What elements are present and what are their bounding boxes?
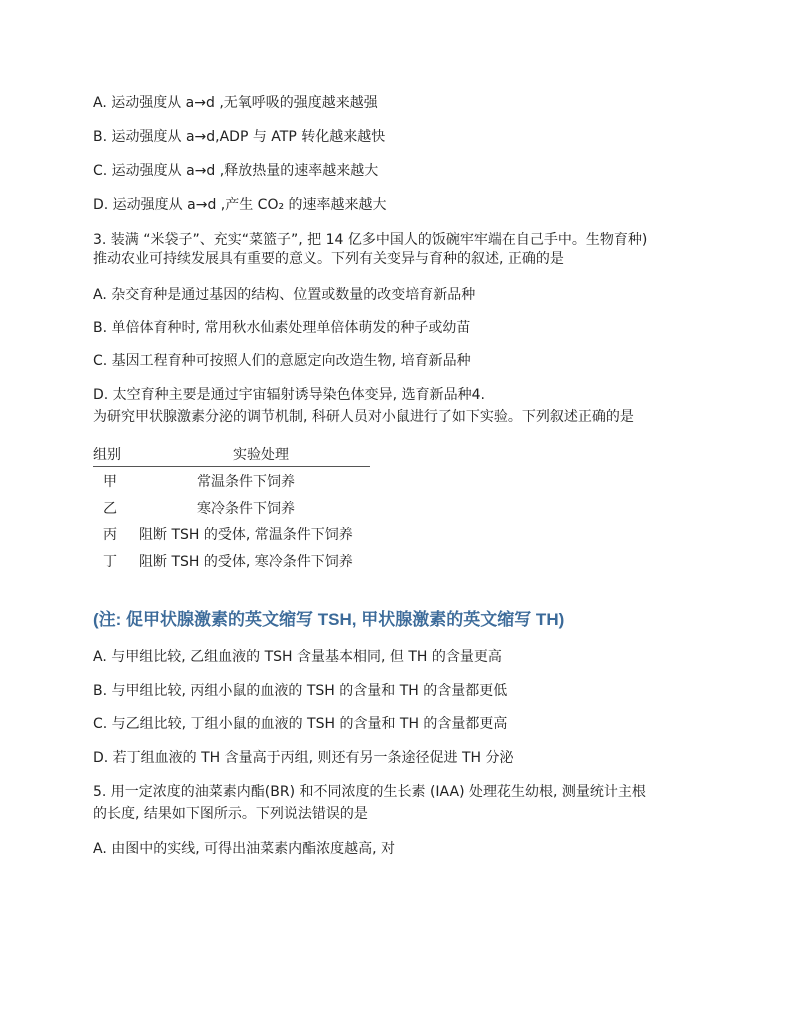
q4-option-a: A. 与甲组比较, 乙组血液的 TSH 含量基本相同, 但 TH 的含量更高 — [93, 649, 502, 665]
table-header-rule — [93, 466, 370, 467]
table-row-treatment: 寒冷条件下饲养 — [197, 501, 295, 517]
table-header-group: 组别 — [93, 447, 121, 463]
table-row-treatment: 常温条件下饲养 — [197, 474, 295, 490]
q3-option-a: A. 杂交育种是通过基因的结构、位置或数量的改变培育新品种 — [93, 287, 476, 303]
q3-option-d: D. 太空育种主要是通过宇宙辐射诱导染色体变异, 选育新品种4. — [93, 387, 485, 403]
table-row-group: 丁 — [103, 554, 117, 570]
q4-note: (注: 促甲状腺激素的英文缩写 TSH, 甲状腺激素的英文缩写 TH) — [93, 610, 565, 629]
q2-option-d: D. 运动强度从 a→d ,产生 CO₂ 的速率越来越大 — [93, 197, 387, 213]
q3-option-b: B. 单倍体育种时, 常用秋水仙素处理单倍体萌发的种子或幼苗 — [93, 320, 471, 336]
q2-option-a: A. 运动强度从 a→d ,无氧呼吸的强度越来越强 — [93, 95, 378, 111]
table-row-treatment: 阻断 TSH 的受体, 寒冷条件下饲养 — [139, 554, 353, 570]
q4-option-b: B. 与甲组比较, 丙组小鼠的血液的 TSH 的含量和 TH 的含量都更低 — [93, 683, 508, 699]
q4-stem: 为研究甲状腺激素分泌的调节机制, 科研人员对小鼠进行了如下实验。下列叙述正确的是 — [93, 409, 634, 425]
q2-option-b: B. 运动强度从 a→d,ADP 与 ATP 转化越来越快 — [93, 129, 386, 145]
table-row-treatment: 阻断 TSH 的受体, 常温条件下饲养 — [139, 527, 353, 543]
q5-stem-line2: 的长度, 结果如下图所示。下列说法错误的是 — [93, 806, 368, 822]
q5-option-a: A. 由图中的实线, 可得出油菜素内酯浓度越高, 对 — [93, 841, 396, 857]
q3-option-c: C. 基因工程育种可按照人们的意愿定向改造生物, 培育新品种 — [93, 353, 471, 369]
table-row-group: 丙 — [103, 527, 117, 543]
table-row-group: 甲 — [103, 474, 117, 490]
table-row-group: 乙 — [103, 501, 117, 517]
q3-stem-line2: 推动农业可持续发展具有重要的意义。下列有关变异与育种的叙述, 正确的是 — [93, 251, 564, 267]
q4-option-c: C. 与乙组比较, 丁组小鼠的血液的 TSH 的含量和 TH 的含量都更高 — [93, 716, 508, 732]
q2-option-c: C. 运动强度从 a→d ,释放热量的速率越来越大 — [93, 163, 379, 179]
q3-stem-line1: 3. 装满 “米袋子”、充实“菜篮子”, 把 14 亿多中国人的饭碗牢牢端在自己手中。生物育种) — [93, 232, 648, 248]
q5-stem-line1: 5. 用一定浓度的油菜素内酯(BR) 和不同浓度的生长素 (IAA) 处理花生幼根, 测量统计主根 — [93, 784, 646, 800]
table-header-treatment: 实验处理 — [233, 447, 289, 463]
q4-option-d: D. 若丁组血液的 TH 含量高于丙组, 则还有另一条途径促进 TH 分泌 — [93, 750, 514, 766]
